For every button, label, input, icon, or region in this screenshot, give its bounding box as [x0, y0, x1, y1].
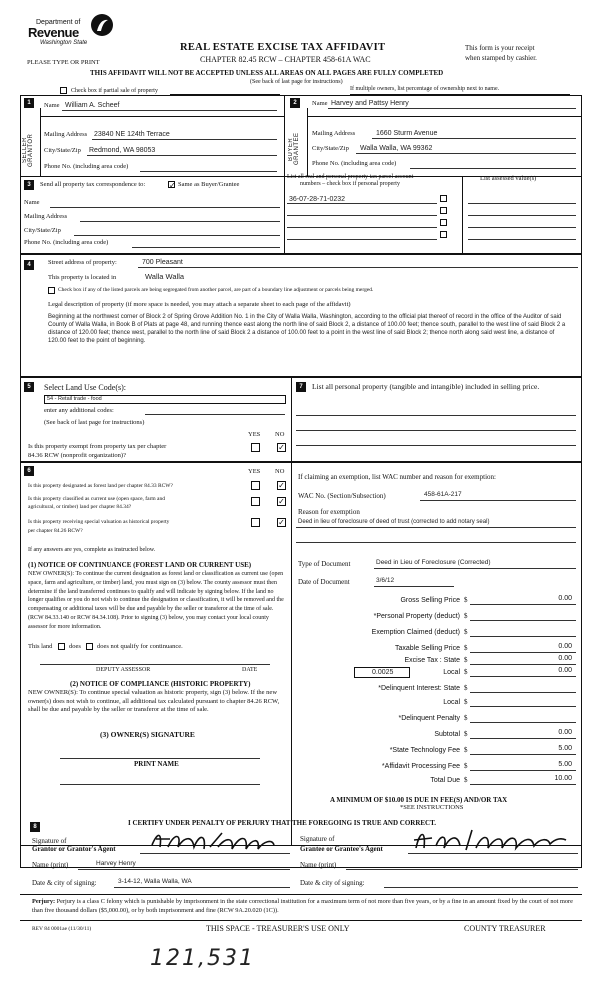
grantor-date-label: Date & city of signing:: [32, 879, 97, 887]
wac-label: WAC No. (Section/Subsection): [298, 492, 386, 500]
current-use-yes-checkbox[interactable]: [251, 497, 260, 506]
currency-sign: $: [464, 714, 468, 722]
multiple-owners-note: If multiple owners, list percentage of ownership next to name.: [350, 86, 500, 92]
land-use-value[interactable]: 54 - Retail trade - food: [47, 396, 102, 402]
s6-yes-label: YES: [248, 468, 261, 475]
grantee-name-label: Name (print): [300, 861, 337, 869]
deputy-assessor-label: DEPUTY ASSESSOR: [96, 667, 151, 673]
tax-row-label: *State Technology Fee: [389, 747, 460, 754]
currency-sign: $: [464, 730, 468, 738]
historic-question-1: Is this property receiving special valuation as historical property: [28, 519, 170, 525]
tax-row-label: *Personal Property (deduct): [373, 613, 460, 620]
section-6-badge: 6: [24, 466, 34, 476]
perjury-bold: Perjury:: [32, 898, 56, 905]
if-yes-instruction: If any answers are yes, complete as instructed below.: [28, 547, 156, 553]
tax-row-label: Excise Tax : State: [404, 657, 460, 664]
additional-codes-label: enter any additional codes:: [44, 407, 114, 414]
exempt-question-2: 84.36 RCW (nonprofit organization)?: [28, 452, 126, 459]
forest-yes-checkbox[interactable]: [251, 481, 260, 490]
s5-yes-label: YES: [248, 431, 261, 438]
dor-emblem-icon: [90, 13, 114, 37]
buyer-name-value: Harvey and Pattsy Henry: [331, 100, 409, 107]
reason-label: Reason for exemption: [298, 508, 360, 516]
buyer-city-label: City/State/Zip: [312, 145, 349, 152]
tax-row-value[interactable]: 5.00: [558, 761, 572, 768]
grantee-signature[interactable]: [410, 826, 570, 860]
section-1-badge: 1: [24, 98, 34, 108]
assessed-header: List assessed value(s): [480, 175, 537, 182]
street-address-value: 700 Pleasant: [142, 259, 183, 266]
agency-name: Revenue: [28, 25, 79, 40]
parcel-1-personal-checkbox[interactable]: [440, 195, 447, 202]
seller-city-value: Redmond, WA 98053: [89, 147, 156, 154]
compliance-text: NEW OWNER(S): To continue special valuation as historic property, sign (3) below. If the new owner(s) does not wish to continue, all additional tax calculated pursuant to chapter 84.26 RCW, shall be due and payable by the seller or transferor at the time of sale.: [28, 689, 280, 713]
current-use-question-1: Is this property classified as current use (open space, farm and: [28, 496, 165, 502]
see-instructions-note: *SEE INSTRUCTIONS: [400, 804, 464, 811]
handwritten-number: 121,531: [150, 946, 255, 971]
section-4-badge: 4: [24, 260, 34, 270]
county-treasurer: COUNTY TREASURER: [464, 924, 546, 933]
parcel-4-personal-checkbox[interactable]: [440, 231, 447, 238]
tax-row-label: Gross Selling Price: [400, 597, 460, 604]
current-use-no-checkbox[interactable]: ✓: [278, 497, 285, 506]
doc-type-value: Deed in Lieu of Foreclosure (Corrected): [376, 559, 491, 566]
exempt-question-1: Is this property exempt from property tax per chapter: [28, 443, 167, 450]
corr-name-label: Name: [24, 199, 40, 206]
section-8-badge: 8: [30, 822, 40, 832]
section-7-badge: 7: [296, 382, 306, 392]
see-back-land-use: (See back of last page for instructions): [44, 419, 145, 426]
wac-value: 458-61A-217: [424, 491, 462, 498]
grantor-signature-icon: [148, 827, 288, 853]
tax-row-label: *Delinquent Interest: State: [378, 685, 460, 692]
tax-row-label: Local: [443, 669, 460, 676]
does-label: does: [69, 643, 81, 650]
please-type: PLEASE TYPE OR PRINT: [27, 59, 100, 66]
tax-row-label: *Delinquent Penalty: [398, 715, 460, 722]
currency-sign: $: [464, 612, 468, 620]
tax-row-label: Total Due: [430, 777, 460, 784]
tax-row-label: *Affidavit Processing Fee: [381, 763, 460, 770]
agency-line1: Department of: [36, 19, 81, 26]
certify-statement: I CERTIFY UNDER PENALTY OF PERJURY THAT THE FOREGOING IS TRUE AND CORRECT.: [128, 819, 437, 827]
tax-row-value[interactable]: 0.00: [558, 643, 572, 650]
seller-city-label: City/State/Zip: [44, 147, 81, 154]
grantee-sig-label-2: Grantee or Grantee's Agent: [300, 845, 383, 853]
personal-property-label: List all personal property (tangible and intangible) included in selling price.: [312, 382, 540, 391]
doc-date-label: Date of Document: [298, 578, 350, 586]
partial-sale-checkbox[interactable]: [60, 87, 67, 94]
reason-value: Deed in lieu of foreclosure of deed of trust (corrected to add notary seal): [298, 519, 490, 525]
currency-sign: $: [464, 698, 468, 706]
tax-row-value[interactable]: 0.00: [558, 667, 572, 674]
currency-sign: $: [464, 596, 468, 604]
historic-question-2: per chapter 84.26 RCW?: [28, 528, 83, 534]
tax-row-value[interactable]: 5.00: [558, 745, 572, 752]
assessor-date-label: DATE: [242, 667, 258, 673]
tax-row-label: Exemption Claimed (deduct): [371, 629, 460, 636]
tax-row-value[interactable]: 0.00: [558, 595, 572, 602]
treasurer-use-only: THIS SPACE - TREASURER'S USE ONLY: [206, 924, 350, 933]
perjury-text: Perjury is a class C felony which is punishable by imprisonment in the state correctional institution for a maximum term of not more than five years, or by a fine in an amount fixed by the court of not more than five thousand dollars ($5,000.00), or by both imprisonment and fine (RCW 9A.20.020 (1C)).: [32, 898, 573, 914]
located-in-label: This property is located in: [48, 274, 117, 281]
located-in-value: Walla Walla: [145, 272, 185, 281]
doc-date-value: 3/6/12: [376, 577, 395, 584]
currency-sign: $: [464, 668, 468, 676]
exemption-label: If claiming an exemption, list WAC number and reason for exemption:: [298, 473, 496, 481]
section-3-badge: 3: [24, 180, 34, 190]
parcel-header-1: List all real and personal property tax parcel account: [287, 174, 414, 180]
exempt-yes-checkbox[interactable]: [251, 443, 260, 452]
grantee-date-label: Date & city of signing:: [300, 879, 365, 887]
buyer-mailing-value: 1660 Sturm Avenue: [376, 130, 438, 137]
completion-warning: THIS AFFIDAVIT WILL NOT BE ACCEPTED UNLESS ALL AREAS ON ALL PAGES ARE FULLY COMPLETED: [90, 69, 444, 77]
land-qualifies-checkbox[interactable]: [58, 643, 65, 650]
parcel-number-value: 36-07-28-71-0232: [289, 196, 346, 203]
forest-no-checkbox[interactable]: ✓: [278, 481, 285, 490]
current-use-question-2: agricultural, or timber) land per chapter 84.34?: [28, 504, 132, 510]
parcel-3-personal-checkbox[interactable]: [440, 219, 447, 226]
parcel-2-personal-checkbox[interactable]: [440, 207, 447, 214]
currency-sign: $: [464, 776, 468, 784]
grantor-name-value: Harvey Henry: [96, 860, 136, 867]
forest-land-question: Is this property designated as forest land per chapter 84.33 RCW?: [28, 483, 173, 489]
seller-phone-label: Phone No. (including area code): [44, 163, 129, 170]
s6-no-label: NO: [275, 468, 285, 475]
historic-no-checkbox[interactable]: ✓: [278, 518, 285, 527]
exempt-no-checkbox[interactable]: ✓: [278, 443, 285, 452]
historic-yes-checkbox[interactable]: [251, 518, 260, 527]
grantor-signature[interactable]: [148, 827, 288, 859]
currency-sign: $: [464, 628, 468, 636]
currency-sign: $: [464, 656, 468, 664]
buyer-name-label: Name: [312, 100, 328, 107]
currency-sign: $: [464, 746, 468, 754]
tax-row-label: Local: [443, 699, 460, 706]
parcel-header-2: numbers – check box if personal property: [300, 181, 400, 187]
tax-row-value[interactable]: 10.00: [554, 775, 572, 782]
legal-description-text: Beginning at the northwest corner of Block 2 of Spring Grove Addition No. 1 in the City of Walla Walla, Washington, according to the official plat thereof of record in the office of the Auditor of said County of Walla Walla, in Book B of Plats at page 48, and running thence east along the north line of said Block 2, a distance of 100.00 feet; thence south, parallel to the west line of said Block 2 a distance of 120.00 feet; thence west, parallel to the north line of said Block 2 a distance of 100.00 feet to a point in the west line of said Block 2; thence north along said west line, a distance of 120.00 feet to the point of beginning.: [48, 314, 566, 344]
seller-mailing-value: 23840 NE 124th Terrace: [94, 131, 170, 138]
street-address-label: Street address of property:: [48, 259, 117, 266]
continuance-title: (1) NOTICE OF CONTINUANCE (FOREST LAND OR CURRENT USE): [28, 561, 252, 569]
tax-row-value[interactable]: 0.00: [558, 655, 572, 662]
same-as-buyer-label: Same as Buyer/Grantee: [178, 181, 240, 188]
seller-mailing-label: Mailing Address: [44, 131, 88, 138]
agency-line3: Washington State: [40, 40, 88, 46]
section-2-badge: 2: [290, 98, 300, 108]
buyer-mailing-label: Mailing Address: [312, 130, 356, 137]
this-land-label: This land: [28, 643, 53, 650]
segregated-checkbox[interactable]: [48, 287, 55, 294]
currency-sign: $: [464, 684, 468, 692]
see-back-header: (See back of last page for instructions): [250, 79, 343, 85]
seller-name-value: William A. Scheef: [65, 102, 120, 109]
currency-sign: $: [464, 644, 468, 652]
compliance-title: (2) NOTICE OF COMPLIANCE (HISTORIC PROPERTY): [70, 680, 251, 688]
corr-mailing-label: Mailing Address: [24, 213, 68, 220]
grantor-sig-label-1: Signature of: [32, 837, 67, 845]
currency-sign: $: [464, 762, 468, 770]
does-not-label: does not qualify for continuance.: [97, 643, 183, 650]
land-not-qualify-checkbox[interactable]: [86, 643, 93, 650]
tax-row-label: Subtotal: [434, 731, 460, 738]
seller-side-label: SELLER GRANTOR: [22, 133, 34, 167]
grantor-sig-label-2: Grantor or Grantor's Agent: [32, 845, 116, 853]
grantor-date-value: 3-14-12, Walla Walla, WA: [118, 878, 192, 885]
local-rate-value[interactable]: 0.0025: [372, 669, 394, 676]
form-chapter: CHAPTER 82.45 RCW – CHAPTER 458-61A WAC: [200, 55, 371, 64]
tax-row-value[interactable]: 0.00: [558, 729, 572, 736]
doc-type-label: Type of Document: [298, 560, 351, 568]
buyer-side-label: BUYER GRANTEE: [288, 132, 300, 166]
form-title: REAL ESTATE EXCISE TAX AFFIDAVIT: [180, 42, 386, 53]
receipt-note-2: when stamped by cashier.: [465, 54, 537, 62]
buyer-city-value: Walla Walla, WA 99362: [360, 145, 433, 152]
grantor-name-label: Name (print): [32, 861, 69, 869]
tax-row-label: Taxable Selling Price: [395, 645, 460, 652]
minimum-due-note: A MINIMUM OF $10.00 IS DUE IN FEE(S) AND/OR TAX: [330, 796, 508, 804]
land-use-label: Select Land Use Code(s):: [44, 383, 126, 392]
s5-no-label: NO: [275, 431, 285, 438]
section-5-badge: 5: [24, 382, 34, 392]
perjury-notice: [32, 897, 580, 915]
send-correspondence-label: Send all property tax correspondence to:: [40, 181, 146, 188]
seller-name-label: Name: [44, 102, 60, 109]
same-as-buyer-checkbox[interactable]: ✓: [169, 181, 176, 190]
corr-city-label: City/State/Zip: [24, 227, 61, 234]
segregated-label: Check box if any of the listed parcels are being segregated from another parcel, are part of a boundary line adjustment or parcels being merged.: [58, 287, 374, 293]
legal-description-label: Legal description of property (if more space is needed, you may attach a separate sheet to each page of the affidavit): [48, 301, 351, 308]
owner-signature-label: (3) OWNER(S) SIGNATURE: [100, 730, 195, 739]
grantee-signature-icon: [410, 826, 570, 854]
print-name-label: PRINT NAME: [134, 760, 179, 768]
receipt-note-1: This form is your receipt: [465, 44, 535, 52]
form-revision: REV 84 0001ae (11/30/11): [32, 926, 92, 932]
continuance-text: NEW OWNER(S): To continue the current designation as forest land or classification as current use (open space, farm and agriculture, or timber) land, you must sign on (3) below. The county assessor must then determine if the land transferred continues to qualify and will indicate by signing below. If the land no longer qualifies or you do not wish to continue the designation or classification, it will be removed and the compensating or additional taxes will be due and payable by the seller or transferor at the time of sale. (RCW 84.33.140 or RCW 84.34.108). Prior to signing (3) below, you may contact your local county assessor for more information.: [28, 571, 284, 630]
corr-phone-label: Phone No. (including area code): [24, 239, 109, 246]
buyer-phone-label: Phone No. (including area code): [312, 160, 397, 167]
grantee-sig-label-1: Signature of: [300, 835, 335, 843]
partial-sale-label: Check box if partial sale of property: [71, 88, 158, 94]
